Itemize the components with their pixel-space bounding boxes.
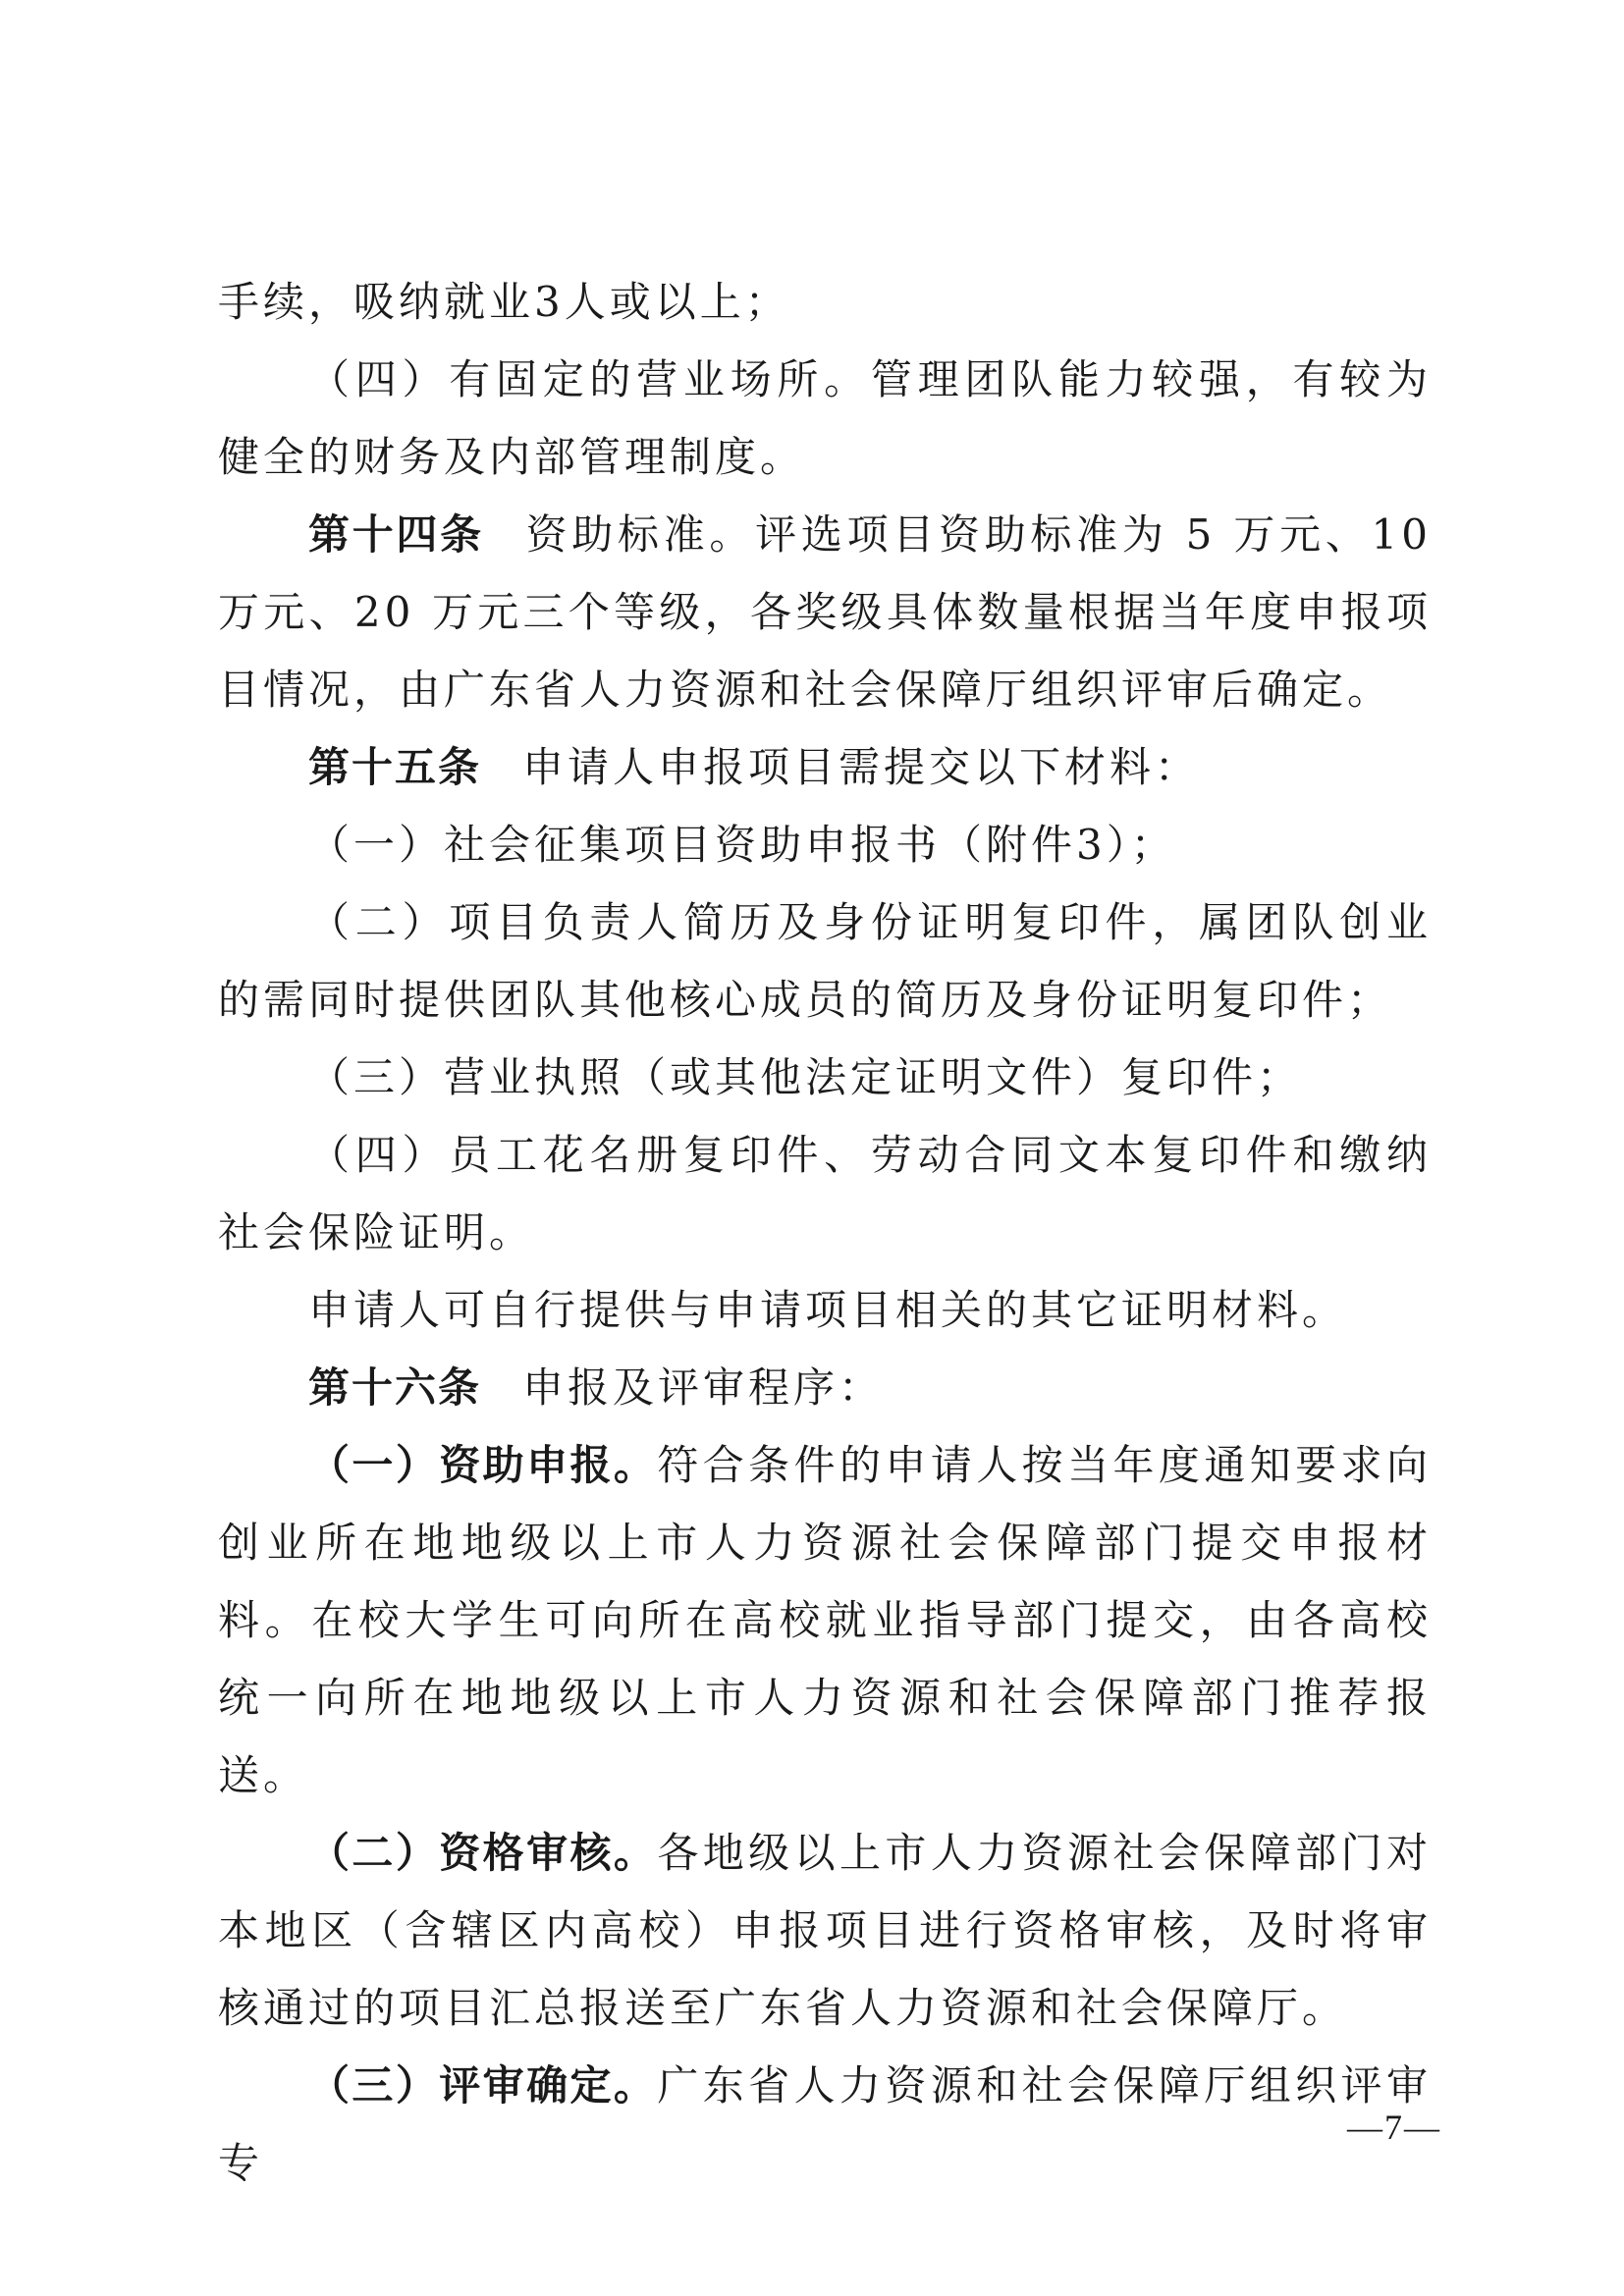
procedure-step-1-text: 符合条件的申请人按当年度通知要求向创业所在地地级以上市人力资源社会保障部门提交申报材料。在校大学生可向所在高校就业指导部门提交，由各高校统一向所在地地级以上市人力资源和社会保障部门推荐报送。 xyxy=(218,1441,1432,1799)
material-item-1: （一）社会征集项目资助申报书（附件3）； xyxy=(308,821,1176,869)
article-16-text: 申报及评审程序： xyxy=(522,1363,885,1412)
procedure-step-2 xyxy=(218,1814,1432,2047)
document-body xyxy=(218,263,1432,2202)
paragraph-other-materials: 申请人可自行提供与申请项目相关的其它证明材料。 xyxy=(308,1286,1348,1334)
article-14-title: 第十四条 xyxy=(308,510,484,559)
material-item-2: （二）项目负责人简历及身份证明复印件，属团队创业的需同时提供团队其他核心成员的简历及身份证明复印件； xyxy=(218,898,1432,1024)
procedure-step-2-text: 各地级以上市人力资源社会保障部门对本地区（含辖区内高校）申报项目进行资格审核，及时将审核通过的项目汇总报送至广东省人力资源和社会保障厅。 xyxy=(218,1829,1432,2032)
article-15-text: 申请人申报项目需提交以下材料： xyxy=(522,743,1201,791)
procedure-step-3-title: （三）评审确定。 xyxy=(308,2061,658,2109)
article-16-title: 第十六条 xyxy=(308,1363,482,1412)
article-15 xyxy=(218,728,1432,806)
procedure-step-3 xyxy=(218,2047,1432,2202)
procedure-step-3-text: 广东省人力资源和社会保障厅组织评审专 xyxy=(218,2061,1432,2187)
article-14 xyxy=(218,496,1432,728)
article-15-title: 第十五条 xyxy=(308,743,482,791)
procedure-step-2-title: （二）资格审核。 xyxy=(308,1829,658,1877)
material-item-4: （四）员工花名册复印件、劳动合同文本复印件和缴纳社会保险证明。 xyxy=(218,1131,1432,1256)
paragraph-continuation: 手续，吸纳就业3人或以上； xyxy=(218,278,790,326)
article-14-text: 资助标准。评选项目资助标准为 5 万元、10 万元、20 万元三个等级，各奖级具体数量根据当年度申报项目情况，由广东省人力资源和社会保障厅组织评审后确定。 xyxy=(218,510,1432,714)
page-number: —7— xyxy=(1347,2108,1441,2147)
material-item-3: （三）营业执照（或其他法定证明文件）复印件； xyxy=(308,1053,1303,1101)
article-16 xyxy=(218,1349,1432,1426)
procedure-step-1-title: （一）资助申报。 xyxy=(308,1441,658,1489)
procedure-step-1 xyxy=(218,1426,1432,1814)
paragraph-condition-4: （四）有固定的营业场所。管理团队能力较强，有较为健全的财务及内部管理制度。 xyxy=(218,355,1432,481)
